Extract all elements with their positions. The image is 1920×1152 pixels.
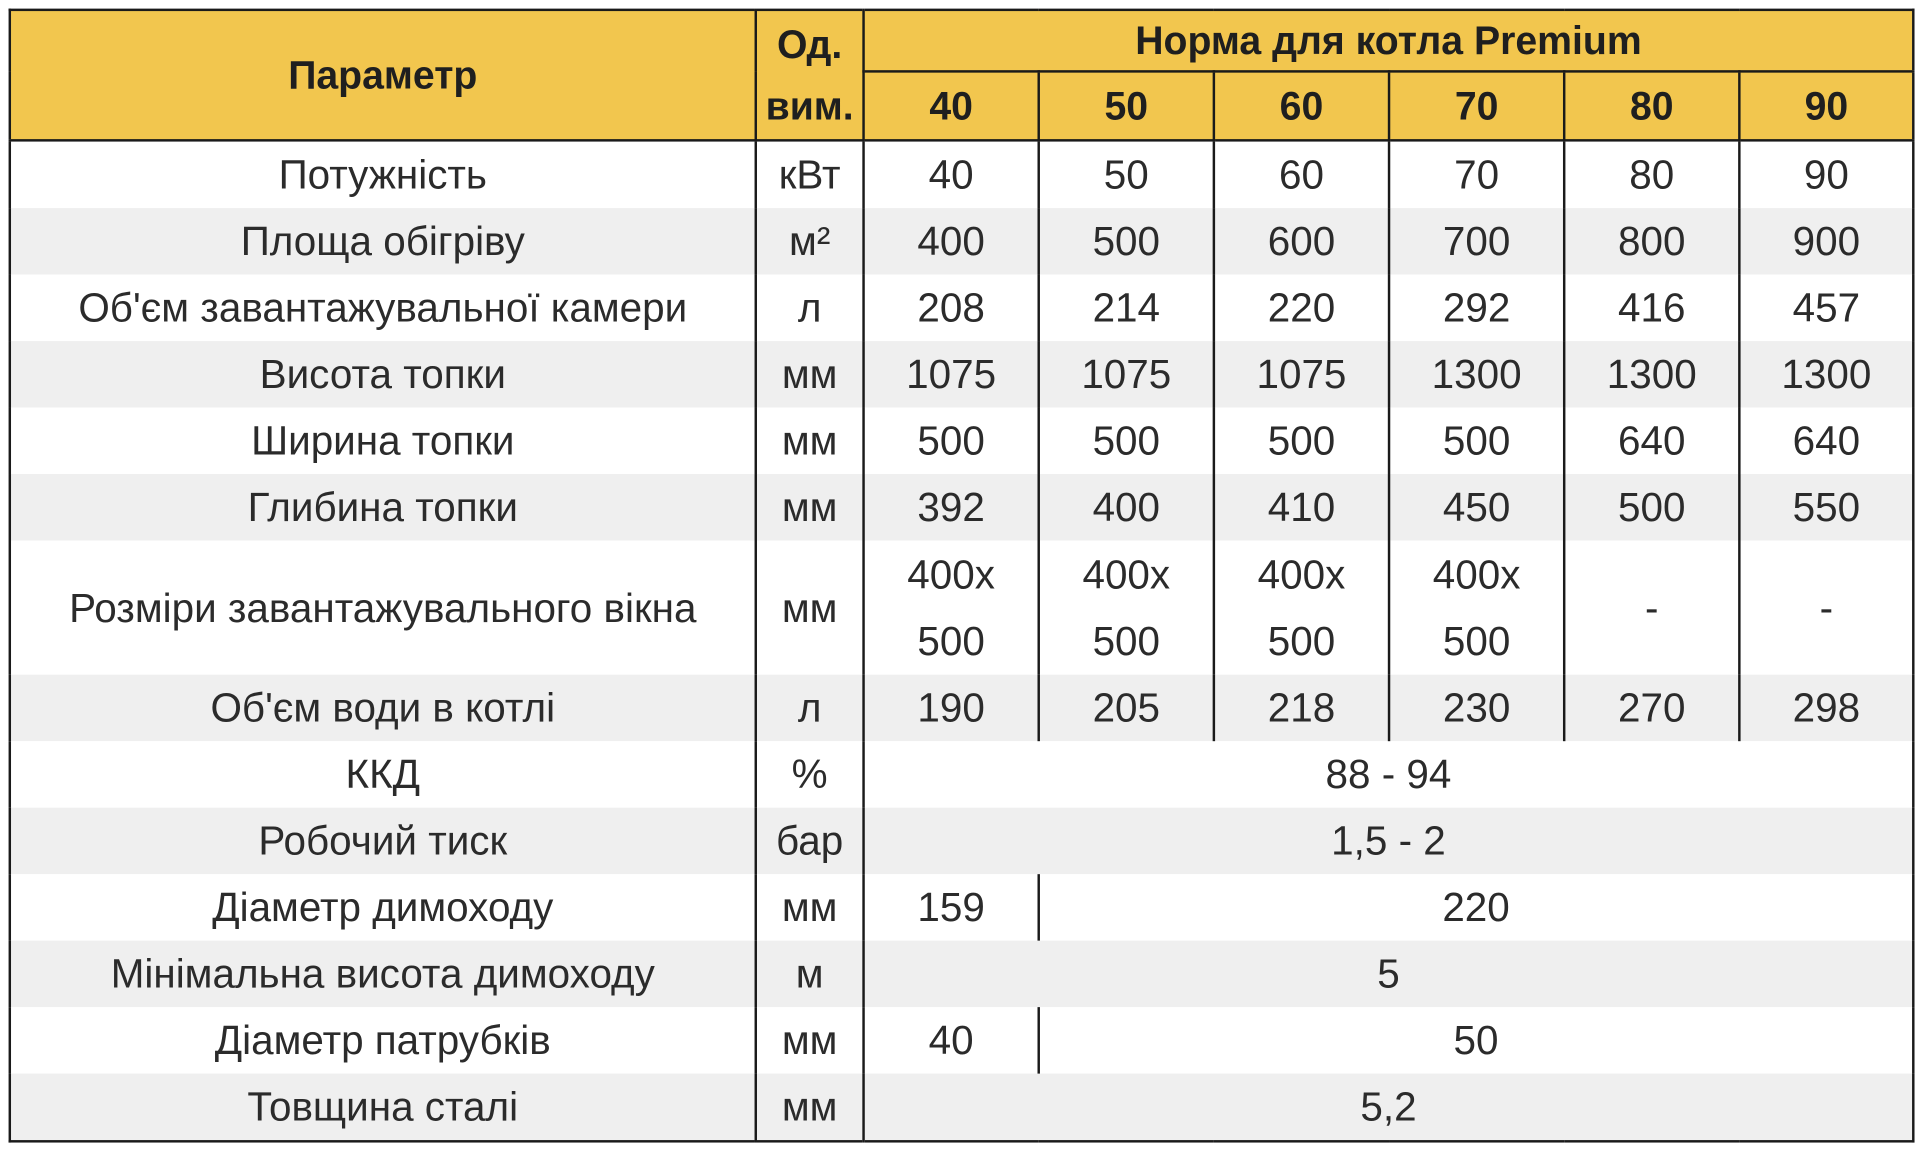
cell-value: 900 — [1739, 208, 1913, 274]
cell-line: 400x — [1257, 550, 1346, 597]
row-steel — [10, 1074, 1914, 1142]
header-model: 70 — [1389, 71, 1564, 140]
cell-value — [1214, 540, 1389, 674]
header-model: 90 — [1739, 71, 1913, 140]
row-label: Об'єм завантажувальної камери — [10, 275, 756, 341]
cell-value: 500 — [1039, 408, 1214, 474]
row-label: ККД — [10, 741, 756, 807]
cell-value: 208 — [864, 275, 1039, 341]
cell-line: 500 — [1442, 617, 1511, 664]
cell-line: 400x — [907, 550, 995, 597]
cell-value: 450 — [1389, 474, 1564, 540]
header-model: 50 — [1039, 71, 1214, 140]
row-unit: мм — [756, 341, 864, 407]
row-label: Глибина топки — [10, 474, 756, 540]
cell-value-merged: 88 - 94 — [864, 741, 1914, 807]
row-label: Робочий тиск — [10, 808, 756, 874]
header-unit-line2: вим. — [765, 83, 854, 129]
cell-value: 50 — [1039, 140, 1214, 208]
cell-value: 640 — [1739, 408, 1913, 474]
row-unit: мм — [756, 1074, 864, 1142]
cell-value: 1300 — [1389, 341, 1564, 407]
row-unit: мм — [756, 540, 864, 674]
header-parameter: Параметр — [10, 10, 756, 141]
cell-value-merged: 1,5 - 2 — [864, 808, 1914, 874]
row-area — [10, 208, 1914, 274]
cell-value: 1300 — [1739, 341, 1913, 407]
cell-value: 416 — [1564, 275, 1739, 341]
row-power — [10, 140, 1914, 208]
boiler-spec-table — [9, 9, 1915, 1143]
cell-value: 90 — [1739, 140, 1913, 208]
row-unit: кВт — [756, 140, 864, 208]
cell-value: 220 — [1214, 275, 1389, 341]
row-unit: мм — [756, 1007, 864, 1073]
cell-value: 218 — [1214, 675, 1389, 741]
row-label: Мінімальна висота димоходу — [10, 941, 756, 1007]
row-unit: бар — [756, 808, 864, 874]
cell-line: 400x — [1082, 550, 1171, 597]
row-unit: м — [756, 941, 864, 1007]
row-label: Діаметр патрубків — [10, 1007, 756, 1073]
row-label: Потужність — [10, 140, 756, 208]
row-unit: % — [756, 741, 864, 807]
cell-value: - — [1739, 540, 1913, 674]
row-height — [10, 341, 1914, 407]
row-label: Ширина топки — [10, 408, 756, 474]
row-pipe-diameter — [10, 1007, 1914, 1073]
row-pressure — [10, 808, 1914, 874]
cell-value: 400 — [1039, 474, 1214, 540]
cell-value: 298 — [1739, 675, 1913, 741]
cell-line: 400x — [1432, 550, 1521, 597]
cell-value: 400 — [864, 208, 1039, 274]
row-flue-height — [10, 941, 1914, 1007]
row-chamber — [10, 275, 1914, 341]
header-model: 60 — [1214, 71, 1389, 140]
cell-value: 500 — [1214, 408, 1389, 474]
row-label: Товщина сталі — [10, 1074, 756, 1142]
cell-value: 159 — [864, 874, 1039, 940]
cell-value: 550 — [1739, 474, 1913, 540]
row-unit: м² — [756, 208, 864, 274]
cell-value: 230 — [1389, 675, 1564, 741]
row-label: Діаметр димоходу — [10, 874, 756, 940]
cell-value: 500 — [1389, 408, 1564, 474]
cell-value: 40 — [864, 140, 1039, 208]
cell-value: 40 — [864, 1007, 1039, 1073]
cell-value: 500 — [1039, 208, 1214, 274]
header-unit-line1: Од. — [777, 22, 843, 67]
cell-value: 700 — [1389, 208, 1564, 274]
cell-value: 214 — [1039, 275, 1214, 341]
cell-value: 190 — [864, 675, 1039, 741]
row-width — [10, 408, 1914, 474]
cell-value: 60 — [1214, 140, 1389, 208]
row-label: Об'єм води в котлі — [10, 675, 756, 741]
cell-value: 1300 — [1564, 341, 1739, 407]
cell-value: 1075 — [1039, 341, 1214, 407]
cell-value: - — [1564, 540, 1739, 674]
cell-value-merged: 5 — [864, 941, 1914, 1007]
cell-value-merged: 220 — [1039, 874, 1914, 940]
cell-value-merged: 50 — [1039, 1007, 1914, 1073]
cell-value: 600 — [1214, 208, 1389, 274]
row-unit: л — [756, 675, 864, 741]
cell-value — [864, 540, 1039, 674]
header-model: 80 — [1564, 71, 1739, 140]
row-unit: мм — [756, 408, 864, 474]
cell-value: 500 — [864, 408, 1039, 474]
row-water — [10, 675, 1914, 741]
row-window — [10, 540, 1914, 674]
cell-value: 205 — [1039, 675, 1214, 741]
cell-value: 500 — [1564, 474, 1739, 540]
cell-line: 500 — [1267, 617, 1336, 664]
row-label: Розміри завантажувального вікна — [10, 540, 756, 674]
cell-value: 410 — [1214, 474, 1389, 540]
cell-line: 500 — [1092, 617, 1161, 664]
cell-line: 500 — [917, 617, 985, 664]
row-label: Висота топки — [10, 341, 756, 407]
header-norm: Норма для котла Premium — [864, 10, 1914, 72]
cell-value: 1075 — [864, 341, 1039, 407]
row-flue-diameter — [10, 874, 1914, 940]
cell-value: 292 — [1389, 275, 1564, 341]
row-unit: л — [756, 275, 864, 341]
cell-value: 640 — [1564, 408, 1739, 474]
cell-value — [1389, 540, 1564, 674]
cell-value: 1075 — [1214, 341, 1389, 407]
cell-value-merged: 5,2 — [864, 1074, 1914, 1142]
cell-value: 392 — [864, 474, 1039, 540]
header-unit — [756, 10, 864, 141]
cell-value: 270 — [1564, 675, 1739, 741]
row-unit: мм — [756, 874, 864, 940]
cell-value: 457 — [1739, 275, 1913, 341]
cell-value: 800 — [1564, 208, 1739, 274]
row-unit: мм — [756, 474, 864, 540]
cell-value: 70 — [1389, 140, 1564, 208]
cell-value — [1039, 540, 1214, 674]
cell-value: 80 — [1564, 140, 1739, 208]
header-model: 40 — [864, 71, 1039, 140]
row-efficiency — [10, 741, 1914, 807]
row-depth — [10, 474, 1914, 540]
row-label: Площа обігріву — [10, 208, 756, 274]
